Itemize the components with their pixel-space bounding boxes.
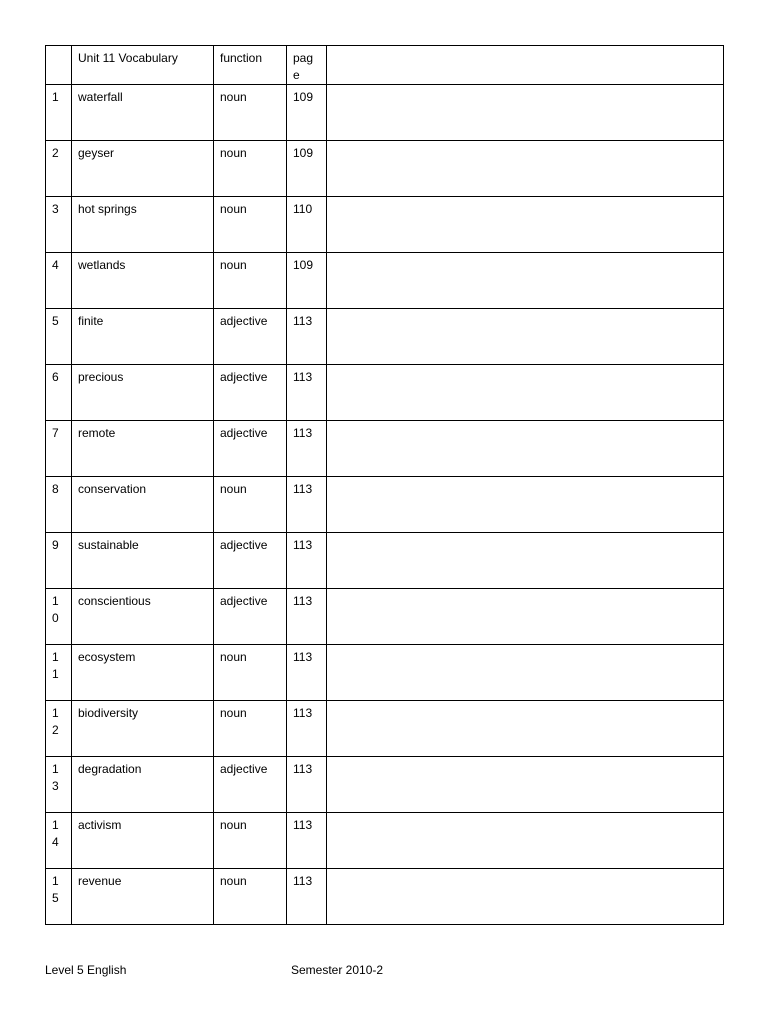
word-text: geyser: [78, 146, 115, 160]
number-cell: [46, 477, 72, 533]
table-row: [46, 85, 724, 141]
word-text: finite: [78, 314, 104, 328]
number-text: 15: [52, 874, 59, 905]
word-cell: [72, 421, 214, 477]
number-text: 6: [52, 370, 59, 384]
number-text: 9: [52, 538, 59, 552]
function-text: adjective: [220, 426, 268, 440]
number-text: 2: [52, 146, 59, 160]
header-number-cell: [46, 46, 72, 85]
header-definition-cell: [327, 46, 724, 85]
function-text: adjective: [220, 314, 268, 328]
function-cell: [214, 421, 287, 477]
word-cell: [72, 365, 214, 421]
number-cell: [46, 85, 72, 141]
table-row: [46, 365, 724, 421]
word-text: remote: [78, 426, 116, 440]
table-row: [46, 701, 724, 757]
word-text: revenue: [78, 874, 122, 888]
page-text: 109: [293, 90, 314, 104]
word-cell: [72, 869, 214, 925]
table-row: [46, 309, 724, 365]
number-text: 5: [52, 314, 59, 328]
function-text: noun: [220, 258, 247, 272]
page-cell: [287, 141, 327, 197]
word-text: conscientious: [78, 594, 151, 608]
number-text: 8: [52, 482, 59, 496]
function-text: noun: [220, 482, 247, 496]
number-text: 1: [52, 90, 59, 104]
page-cell: [287, 869, 327, 925]
word-cell: [72, 757, 214, 813]
word-cell: [72, 813, 214, 869]
number-text: 3: [52, 202, 59, 216]
function-cell: [214, 757, 287, 813]
function-cell: [214, 253, 287, 309]
function-cell: [214, 141, 287, 197]
function-text: adjective: [220, 370, 268, 384]
definition-cell: [327, 253, 724, 309]
table-row: [46, 141, 724, 197]
number-text: 7: [52, 426, 59, 440]
number-cell: [46, 645, 72, 701]
definition-cell: [327, 85, 724, 141]
function-cell: [214, 533, 287, 589]
definition-cell: [327, 589, 724, 645]
function-cell: [214, 309, 287, 365]
table-row: [46, 869, 724, 925]
table-row: [46, 757, 724, 813]
function-cell: [214, 85, 287, 141]
header-function-text: function: [220, 51, 263, 65]
word-text: activism: [78, 818, 122, 832]
definition-cell: [327, 533, 724, 589]
function-cell: [214, 589, 287, 645]
definition-cell: [327, 421, 724, 477]
table-header-row: [46, 46, 724, 85]
table-row: [46, 645, 724, 701]
number-cell: [46, 533, 72, 589]
function-text: adjective: [220, 762, 268, 776]
definition-cell: [327, 309, 724, 365]
table-row: [46, 477, 724, 533]
word-text: waterfall: [78, 90, 123, 104]
number-cell: [46, 869, 72, 925]
word-cell: [72, 645, 214, 701]
page-cell: [287, 701, 327, 757]
word-cell: [72, 309, 214, 365]
table-row: [46, 253, 724, 309]
word-cell: [72, 589, 214, 645]
function-cell: [214, 365, 287, 421]
page-cell: [287, 533, 327, 589]
function-text: noun: [220, 202, 247, 216]
word-text: biodiversity: [78, 706, 139, 720]
page-text: 109: [293, 258, 314, 272]
number-cell: [46, 197, 72, 253]
number-cell: [46, 813, 72, 869]
table-row: [46, 533, 724, 589]
page-cell: [287, 645, 327, 701]
vocabulary-table: [45, 45, 724, 925]
page-text: 113: [293, 594, 313, 608]
header-word-cell: [72, 46, 214, 85]
table-row: [46, 589, 724, 645]
table-row: [46, 813, 724, 869]
page-text: 113: [293, 482, 313, 496]
page-text: 113: [293, 706, 313, 720]
page-text: 113: [293, 762, 313, 776]
word-text: degradation: [78, 762, 142, 776]
word-text: wetlands: [78, 258, 126, 272]
number-cell: [46, 309, 72, 365]
function-text: adjective: [220, 538, 268, 552]
word-text: hot springs: [78, 202, 137, 216]
page-text: 113: [293, 650, 313, 664]
footer-semester-label: Semester 2010-2: [291, 963, 384, 977]
word-text: sustainable: [78, 538, 139, 552]
page-cell: [287, 589, 327, 645]
function-text: noun: [220, 818, 247, 832]
table-row: [46, 197, 724, 253]
page-text: 113: [293, 818, 313, 832]
word-cell: [72, 141, 214, 197]
definition-cell: [327, 701, 724, 757]
definition-cell: [327, 365, 724, 421]
word-cell: [72, 533, 214, 589]
number-cell: [46, 365, 72, 421]
definition-cell: [327, 757, 724, 813]
number-text: 14: [52, 818, 59, 849]
function-text: noun: [220, 146, 247, 160]
page-cell: [287, 365, 327, 421]
word-cell: [72, 701, 214, 757]
number-cell: [46, 589, 72, 645]
page-text: 113: [293, 426, 313, 440]
page-cell: [287, 477, 327, 533]
page-text: 113: [293, 874, 313, 888]
function-text: noun: [220, 650, 247, 664]
function-text: adjective: [220, 594, 268, 608]
word-cell: [72, 197, 214, 253]
function-cell: [214, 701, 287, 757]
definition-cell: [327, 645, 724, 701]
function-text: noun: [220, 90, 247, 104]
definition-cell: [327, 869, 724, 925]
page-cell: [287, 253, 327, 309]
word-text: precious: [78, 370, 124, 384]
footer-course-label: Level 5 English: [45, 963, 127, 977]
page-text: 113: [293, 370, 313, 384]
function-cell: [214, 813, 287, 869]
number-cell: [46, 421, 72, 477]
page-text: 109: [293, 146, 314, 160]
number-cell: [46, 141, 72, 197]
function-cell: [214, 869, 287, 925]
number-text: 12: [52, 706, 59, 737]
page-text: 110: [293, 202, 313, 216]
word-cell: [72, 85, 214, 141]
number-text: 4: [52, 258, 59, 272]
word-text: ecosystem: [78, 650, 136, 664]
definition-cell: [327, 141, 724, 197]
number-cell: [46, 757, 72, 813]
function-cell: [214, 477, 287, 533]
page-text: 113: [293, 314, 313, 328]
page-cell: [287, 421, 327, 477]
page-cell: [287, 85, 327, 141]
header-word-text: Unit 11 Vocabulary: [78, 51, 178, 65]
header-function-cell: [214, 46, 287, 85]
header-page-cell: [287, 46, 327, 85]
number-text: 10: [52, 594, 59, 625]
function-text: noun: [220, 706, 247, 720]
number-text: 13: [52, 762, 59, 793]
table-row: [46, 421, 724, 477]
page-cell: [287, 813, 327, 869]
page-cell: [287, 757, 327, 813]
vocabulary-table-body: [46, 46, 724, 925]
word-text: conservation: [78, 482, 147, 496]
page-cell: [287, 309, 327, 365]
word-cell: [72, 253, 214, 309]
function-cell: [214, 645, 287, 701]
number-cell: [46, 701, 72, 757]
header-page-text: page: [293, 51, 314, 82]
definition-cell: [327, 197, 724, 253]
definition-cell: [327, 813, 724, 869]
number-text: 11: [52, 650, 59, 681]
function-cell: [214, 197, 287, 253]
word-cell: [72, 477, 214, 533]
page-text: 113: [293, 538, 313, 552]
number-cell: [46, 253, 72, 309]
function-text: noun: [220, 874, 247, 888]
page-cell: [287, 197, 327, 253]
definition-cell: [327, 477, 724, 533]
